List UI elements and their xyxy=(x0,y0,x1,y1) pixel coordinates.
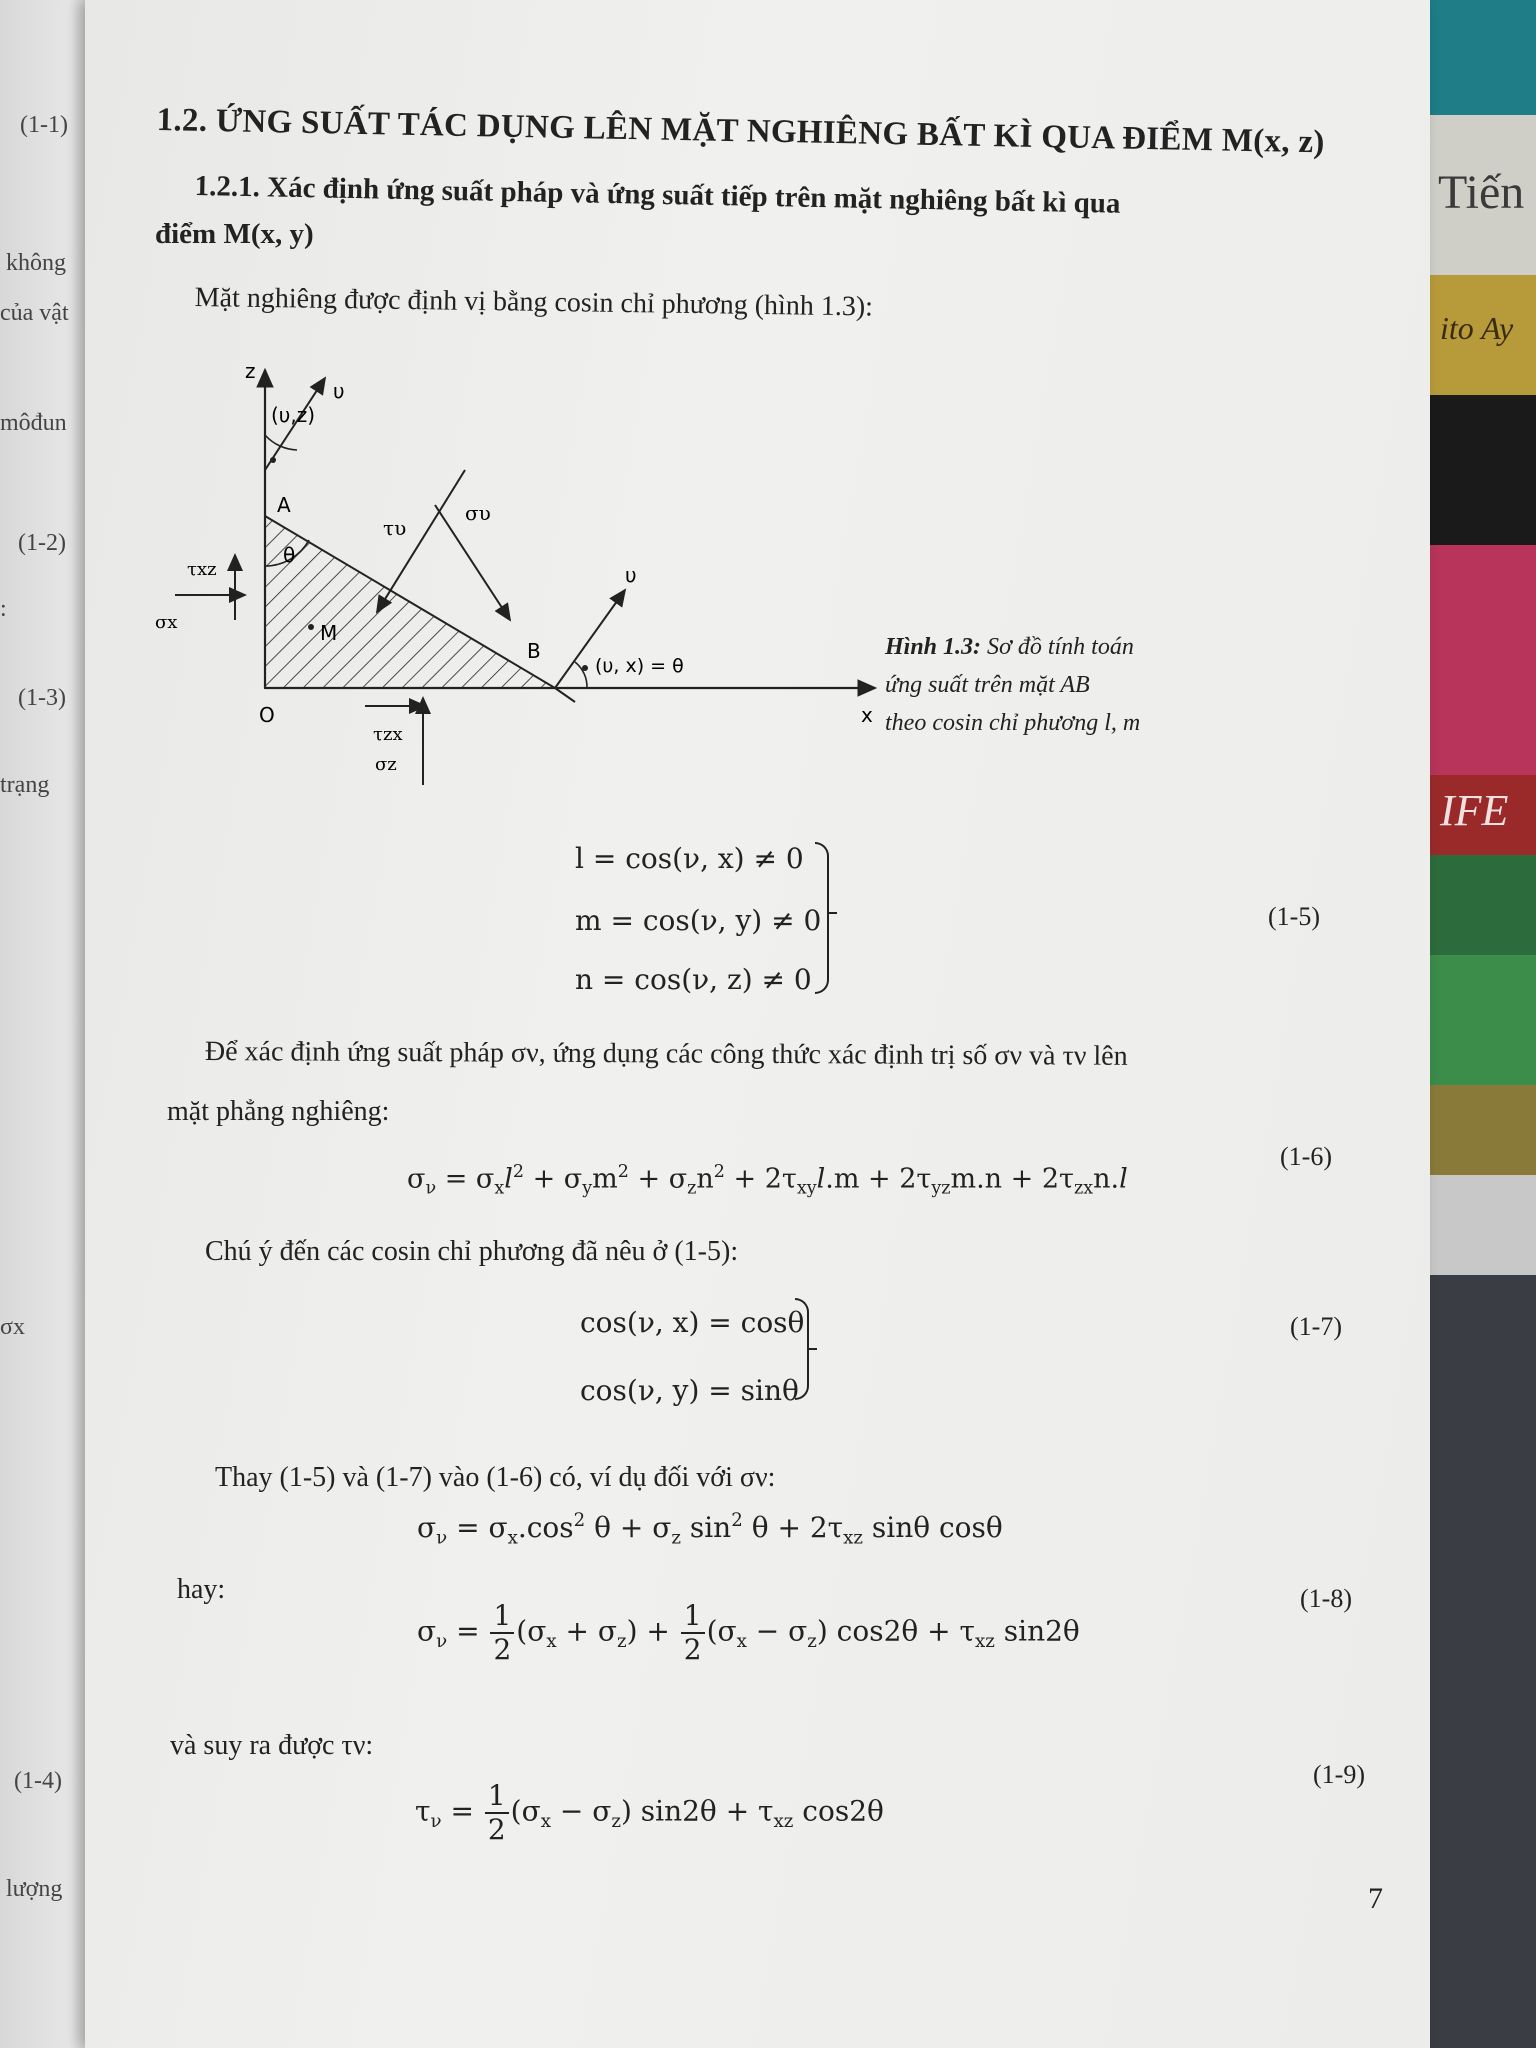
spine-text: IFE xyxy=(1440,786,1509,835)
brace-top xyxy=(795,1298,809,1350)
book-spine xyxy=(1430,1175,1536,1275)
point-m-dot xyxy=(308,624,314,630)
dot-marker xyxy=(270,457,276,463)
subsection-heading-cont: điểm M(x, y) xyxy=(155,218,314,250)
plane-extension xyxy=(555,688,575,702)
page-number: 7 xyxy=(1368,1882,1383,1915)
brace-top xyxy=(815,842,829,914)
book-page xyxy=(85,0,1430,2048)
paragraph-text: Thay (1-5) và (1-7) vào (1-6) có, ví dụ đối với σν: xyxy=(215,1462,776,1493)
book-spine xyxy=(1430,115,1536,275)
figure-caption-text: Sơ đồ tính toán xyxy=(981,634,1134,660)
book-spine xyxy=(1430,1275,1536,2048)
margin-fragment: lượng xyxy=(6,1876,63,1902)
eq-1-8a: $\sigma_\nu = \sigma_x.\cos^2$ $\theta + \sigma_z$ $\sin^2 \theta + 2\tau_{xz}$ sinθ cosθ xyxy=(417,1510,1003,1549)
paragraph-text: mặt phẳng nghiêng: xyxy=(167,1096,390,1127)
eq-number: (1-9) xyxy=(1313,1760,1365,1789)
margin-fragment: không xyxy=(6,250,66,276)
label-nu-top: υ xyxy=(333,379,345,403)
margin-fragment: trạng xyxy=(0,772,50,798)
subsection-heading: 1.2.1. Xác định ứng suất pháp và ứng suất tiếp trên mặt nghiêng bất kì qua xyxy=(194,170,1121,220)
label-tau-zx: τzx xyxy=(373,724,403,745)
eq-1-7-line1: cos(ν, x) = cosθ xyxy=(580,1306,805,1339)
book-spine xyxy=(1430,545,1536,775)
eq-1-5-line2: m = cos(ν, y) ≠ 0 xyxy=(575,904,822,937)
book-spine xyxy=(1430,855,1536,955)
stress-diagram xyxy=(155,350,905,800)
label-sigma-x: σx xyxy=(155,612,178,633)
margin-fragment: môđun xyxy=(0,410,67,436)
paragraph-text: và suy ra được τν: xyxy=(170,1730,374,1761)
label-tau-nu: τυ xyxy=(383,516,407,540)
label-z: z xyxy=(245,359,256,383)
paragraph-text: Chú ý đến các cosin chỉ phương đã nêu ở (1-5): xyxy=(205,1236,739,1267)
book-spine xyxy=(1430,275,1536,395)
margin-fragment: (1-4) xyxy=(14,1768,62,1794)
label-a: A xyxy=(277,493,291,517)
paragraph-text: Để xác định ứng suất pháp σν, ứng dụng các công thức xác định trị số σν và τν lên xyxy=(204,1036,1128,1072)
label-x: x xyxy=(861,703,873,727)
margin-fragment: σx xyxy=(0,1314,25,1340)
eq-1-6: $\sigma_\nu = \sigma_xl^2 + \sigma_ym^2 + \sigma_zn^2 + 2\tau_{xy}l.m + 2\tau_{yz}m.n + 2\tau_{zx}n.l$ xyxy=(407,1162,1128,1199)
brace-bottom xyxy=(815,912,829,994)
label-origin: O xyxy=(259,703,275,727)
eq-1-7-line2: cos(ν, y) = sinθ xyxy=(580,1374,799,1407)
spine-text: Tiến xyxy=(1438,166,1525,219)
book-spine xyxy=(1430,1085,1536,1175)
label-b: B xyxy=(527,639,541,663)
angle-arc-nu-z xyxy=(265,435,297,450)
book-spines xyxy=(1430,0,1536,2048)
margin-fragment: (1-3) xyxy=(18,685,66,711)
label-tau-xz: τxz xyxy=(187,559,217,580)
figure-caption-line3: theo cosin chỉ phương l, m xyxy=(885,710,1141,736)
fraction: $\frac{1}{2}$ xyxy=(490,1600,514,1666)
hay-text: hay: xyxy=(177,1574,226,1605)
eq-number: (1-8) xyxy=(1300,1584,1352,1613)
eq-1-9: $\tau_\nu$ = $\frac{1}{2}$ $(\sigma_x - \sigma_z) \sin 2\theta + \tau_{xz}$ cos2θ xyxy=(415,1779,884,1847)
spine-text: ito Ay xyxy=(1440,310,1514,346)
book-spine xyxy=(1430,775,1536,855)
eq-number: (1-7) xyxy=(1290,1312,1342,1341)
eq-1-8b: $\sigma_\nu$ = $\frac{1}{2}$ $(\sigma_x + \sigma_z)$ + $\frac{1}{2}$ $(\sigma_x - \sigma_z) \cos 2\theta + \tau_{xz}$ sin2θ xyxy=(417,1599,1080,1667)
book-spine xyxy=(1430,395,1536,545)
margin-fragment: (1-1) xyxy=(20,112,68,138)
tau-nu-arrow xyxy=(377,470,465,612)
fraction: $\frac{1}{2}$ xyxy=(681,1600,705,1666)
label-sigma-nu: συ xyxy=(465,501,491,525)
eq-number: (1-5) xyxy=(1268,902,1320,931)
figure-caption-line2: ứng suất trên mặt AB xyxy=(885,672,1090,698)
intro-text: Mặt nghiêng được định vị bằng cosin chỉ phương (hình 1.3): xyxy=(194,282,874,323)
eq-number: (1-6) xyxy=(1280,1142,1332,1171)
label-m: M xyxy=(320,621,338,645)
margin-fragment: của vật xyxy=(0,300,69,326)
book-spine xyxy=(1430,955,1536,1085)
label-theta: θ xyxy=(283,543,296,567)
fraction: $\frac{1}{2}$ xyxy=(485,1780,509,1846)
eq-1-5-line1: l = cos(ν, x) ≠ 0 xyxy=(575,842,804,875)
figure-caption-line1 xyxy=(885,634,1134,661)
label-sigma-z: σz xyxy=(375,754,397,775)
eq-1-5-line3: n = cos(ν, z) ≠ 0 xyxy=(575,963,812,996)
label-nu-right: υ xyxy=(625,563,637,587)
section-heading: 1.2. ỨNG SUẤT TÁC DỤNG LÊN MẶT NGHIÊNG BẤT KÌ QUA ĐIỂM M(x, z) xyxy=(156,102,1325,161)
margin-fragment: : xyxy=(0,596,7,622)
label-angle-nu-x: (υ, x) = θ xyxy=(595,655,684,677)
margin-fragment: (1-2) xyxy=(18,530,66,556)
figure-caption-label: Hình 1.3: xyxy=(885,634,982,660)
label-angle-nu-z: (υ,z) xyxy=(271,403,316,427)
brace-bottom xyxy=(795,1348,809,1400)
book-spine xyxy=(1430,0,1536,115)
